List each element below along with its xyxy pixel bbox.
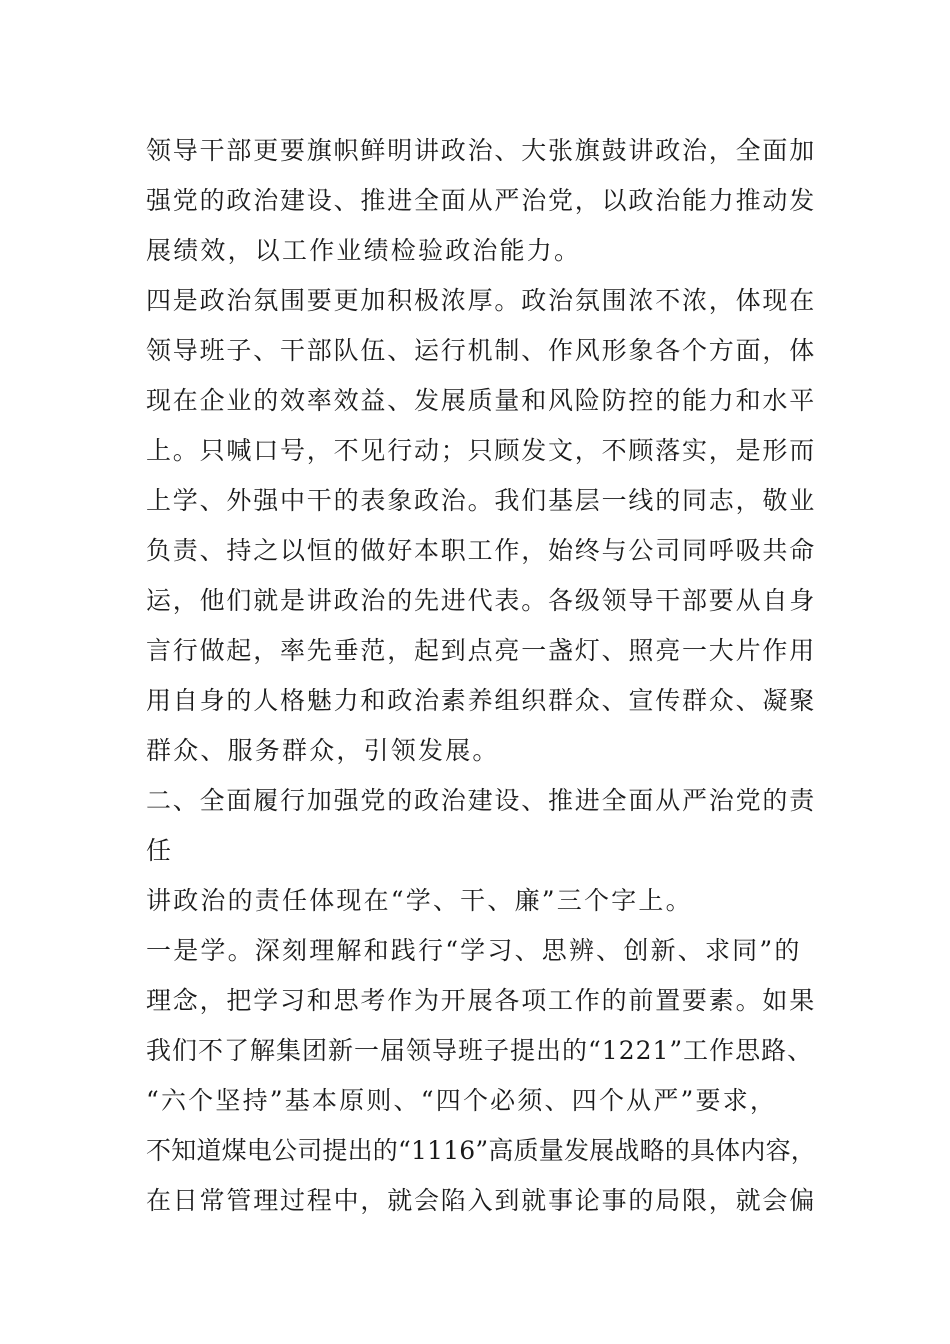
section-heading (146, 776, 816, 876)
document-body (146, 126, 816, 1226)
text-line: 强党的政治建设、推进全面从严治党，以政治能力推动发 (146, 186, 817, 215)
text-line: 讲政治的责任体现在“学、干、廉”三个字上。 (146, 886, 693, 915)
paragraph (146, 126, 816, 276)
text-line: 现在企业的效率效益、发展质量和风险防控的能力和水平 (146, 386, 817, 415)
text-line: 运，他们就是讲政治的先进代表。各级领导干部要从自身 (146, 586, 817, 615)
text-line: 领导班子、干部队伍、运行机制、作风形象各个方面，体 (146, 336, 817, 365)
text-line: 理念，把学习和思考作为开展各项工作的前置要素。如果 (146, 986, 817, 1015)
text-line: 我们不了解集团新一届领导班子提出的“1221”工作思路、 (146, 1036, 814, 1065)
paragraph (146, 276, 816, 776)
text-line: 二、全面履行加强党的政治建设、推进全面从严治党的责 (146, 786, 817, 815)
text-line: 群众、服务群众，引领发展。 (146, 736, 500, 765)
text-line: 展绩效，以工作业绩检验政治能力。 (146, 236, 582, 265)
text-line: 不知道煤电公司提出的“1116”高质量发展战略的具体内容， (146, 1136, 816, 1165)
text-line: 四是政治氛围要更加积极浓厚。政治氛围浓不浓，体现在 (146, 286, 817, 315)
text-line: “六个坚持”基本原则、“四个必须、四个从严”要求， (146, 1086, 778, 1115)
text-line: 一是学。深刻理解和践行“学习、思辨、创新、求同”的 (146, 936, 802, 965)
text-line: 在日常管理过程中，就会陷入到就事论事的局限，就会偏 (146, 1186, 817, 1215)
text-line: 负责、持之以恒的做好本职工作，始终与公司同呼吸共命 (146, 536, 817, 565)
paragraph (146, 876, 816, 926)
text-line: 用自身的人格魅力和政治素养组织群众、宣传群众、凝聚 (146, 686, 817, 715)
text-line: 领导干部更要旗帜鲜明讲政治、大张旗鼓讲政治，全面加 (146, 136, 817, 165)
text-line: 上。只喊口号，不见行动；只顾发文，不顾落实，是形而 (146, 436, 817, 465)
text-line: 上学、外强中干的表象政治。我们基层一线的同志，敬业 (146, 486, 817, 515)
paragraph (146, 926, 816, 1226)
text-line: 言行做起，率先垂范，起到点亮一盏灯、照亮一大片作用 (146, 636, 817, 665)
text-line: 任 (146, 836, 174, 865)
